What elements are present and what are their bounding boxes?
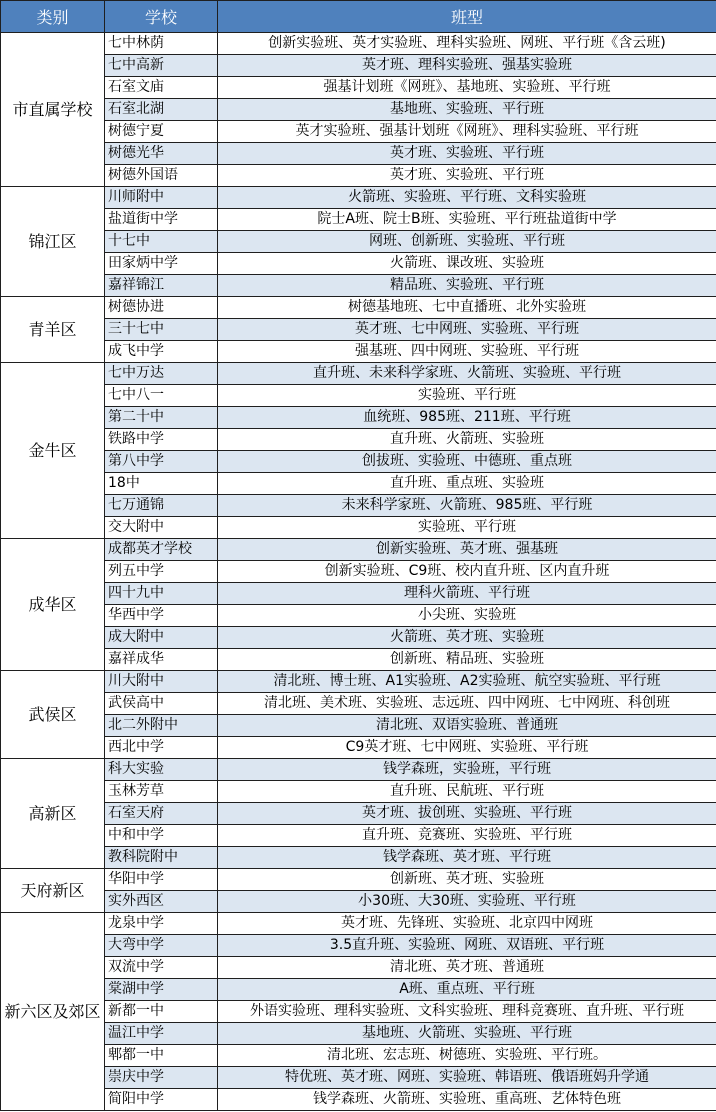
header-classes: 班型 (218, 1, 716, 33)
table-row (1, 517, 716, 539)
classes-cell: 清北班、双语实验班、普通班 (218, 715, 716, 737)
classes-cell: 创新实验班、英才实验班、理科实验班、网班、平行班《含云班) (218, 33, 716, 55)
school-cell: 石室文庙 (105, 77, 218, 99)
classes-cell: 外语实验班、理科实验班、文科实验班、理科竞赛班、直升班、平行班 (218, 1001, 716, 1023)
school-cell: 棠湖中学 (105, 979, 218, 1001)
school-cell: 川大附中 (105, 671, 218, 693)
school-cell: 石室天府 (105, 803, 218, 825)
school-cell: 成都英才学校 (105, 539, 218, 561)
school-cell: 成大附中 (105, 627, 218, 649)
category-cell: 高新区 (1, 759, 105, 869)
table-row (1, 341, 716, 363)
classes-cell: 钱学森班，实验班，平行班 (218, 759, 716, 781)
school-cell: 新都一中 (105, 1001, 218, 1023)
classes-cell: 精品班、实验班、平行班 (218, 275, 716, 297)
table-row (1, 605, 716, 627)
table-row (1, 715, 716, 737)
classes-cell: 理科火箭班、平行班 (218, 583, 716, 605)
table-row (1, 121, 716, 143)
school-cell: 科大实验 (105, 759, 218, 781)
school-cell: 龙泉中学 (105, 913, 218, 935)
classes-cell: 英才班、实验班、平行班 (218, 165, 716, 187)
table-row (1, 209, 716, 231)
school-cell: 树德宁夏 (105, 121, 218, 143)
classes-cell: 基地班、实验班、平行班 (218, 99, 716, 121)
school-cell: 华阳中学 (105, 869, 218, 891)
school-cell: 交大附中 (105, 517, 218, 539)
classes-cell: 3.5直升班、实验班、网班、双语班、平行班 (218, 935, 716, 957)
table-row (1, 187, 716, 209)
table-body (1, 33, 716, 1111)
category-cell: 市直属学校 (1, 33, 105, 187)
school-cell: 第八中学 (105, 451, 218, 473)
table-row (1, 649, 716, 671)
table-row (1, 847, 716, 869)
table-row (1, 407, 716, 429)
category-cell: 武侯区 (1, 671, 105, 759)
table-row (1, 1023, 716, 1045)
classes-cell: 小尖班、实验班 (218, 605, 716, 627)
school-cell: 四十九中 (105, 583, 218, 605)
school-cell: 七中八一 (105, 385, 218, 407)
classes-cell: 英才班、理科实验班、强基实验班 (218, 55, 716, 77)
school-cell: 盐道街中学 (105, 209, 218, 231)
table-row (1, 363, 716, 385)
classes-cell: 创新班、精品班、实验班 (218, 649, 716, 671)
school-cell: 温江中学 (105, 1023, 218, 1045)
table-row (1, 99, 716, 121)
school-cell: 大弯中学 (105, 935, 218, 957)
table-row (1, 803, 716, 825)
classes-cell: 直升班、火箭班、实验班 (218, 429, 716, 451)
school-cell: 树德协进 (105, 297, 218, 319)
classes-cell: 火箭班、英才班、实验班 (218, 627, 716, 649)
table-row (1, 1045, 716, 1067)
school-cell: 三十七中 (105, 319, 218, 341)
category-cell: 成华区 (1, 539, 105, 671)
table-row (1, 495, 716, 517)
category-cell: 青羊区 (1, 297, 105, 363)
classes-cell: 英才实验班、强基计划班《网班》、理科实验班、平行班 (218, 121, 716, 143)
table-row (1, 583, 716, 605)
classes-cell: 创新实验班、英才班、强基班 (218, 539, 716, 561)
school-cell: 双流中学 (105, 957, 218, 979)
table-row (1, 1089, 716, 1111)
school-cell: 七中高新 (105, 55, 218, 77)
school-cell: 树德光华 (105, 143, 218, 165)
classes-cell: 直升班、未来科学家班、火箭班、实验班、平行班 (218, 363, 716, 385)
table-row (1, 473, 716, 495)
table-row (1, 979, 716, 1001)
table-row (1, 781, 716, 803)
table-row (1, 935, 716, 957)
classes-cell: 直升班、竞赛班、实验班、平行班 (218, 825, 716, 847)
school-cell: 列五中学 (105, 561, 218, 583)
classes-cell: 英才班、拔创班、实验班、平行班 (218, 803, 716, 825)
classes-cell: 院士A班、院士B班、实验班、平行班盐道街中学 (218, 209, 716, 231)
classes-cell: 网班、创新班、实验班、平行班 (218, 231, 716, 253)
school-cell: 教科院附中 (105, 847, 218, 869)
classes-cell: 强基班、四中网班、实验班、平行班 (218, 341, 716, 363)
table-row (1, 385, 716, 407)
classes-cell: 实验班、平行班 (218, 385, 716, 407)
table-row (1, 539, 716, 561)
table-row (1, 561, 716, 583)
classes-cell: 血统班、985班、211班、平行班 (218, 407, 716, 429)
table-row (1, 693, 716, 715)
table-row (1, 77, 716, 99)
classes-cell: 清北班、博士班、A1实验班、A2实验班、航空实验班、平行班 (218, 671, 716, 693)
classes-cell: 特优班、英才班、网班、实验班、韩语班、俄语班妈升学通 (218, 1067, 716, 1089)
classes-cell: 清北班、美术班、实验班、志远班、四中网班、七中网班、科创班 (218, 693, 716, 715)
school-cell: 川师附中 (105, 187, 218, 209)
classes-cell: 火箭班、课改班、实验班 (218, 253, 716, 275)
table-row (1, 737, 716, 759)
table-row (1, 671, 716, 693)
classes-cell: 小30班、大30班、实验班、平行班 (218, 891, 716, 913)
table-row (1, 297, 716, 319)
classes-cell: 实验班、平行班 (218, 517, 716, 539)
category-cell: 锦江区 (1, 187, 105, 297)
table-row (1, 891, 716, 913)
school-cell: 嘉祥成华 (105, 649, 218, 671)
category-cell: 天府新区 (1, 869, 105, 913)
classes-cell: 直升班、民航班、平行班 (218, 781, 716, 803)
classes-cell: 直升班、重点班、实验班 (218, 473, 716, 495)
school-cell: 简阳中学 (105, 1089, 218, 1111)
school-cell: 实外西区 (105, 891, 218, 913)
category-cell: 金牛区 (1, 363, 105, 539)
table-row (1, 429, 716, 451)
school-cell: 石室北湖 (105, 99, 218, 121)
table-row (1, 825, 716, 847)
classes-cell: 树德基地班、七中直播班、北外实验班 (218, 297, 716, 319)
school-cell: 铁路中学 (105, 429, 218, 451)
classes-cell: 清北班、宏志班、树德班、实验班、平行班。 (218, 1045, 716, 1067)
school-cell: 华西中学 (105, 605, 218, 627)
school-cell: 树德外国语 (105, 165, 218, 187)
table-row (1, 143, 716, 165)
header-row (1, 1, 716, 33)
classes-cell: 清北班、英才班、普通班 (218, 957, 716, 979)
school-cell: 西北中学 (105, 737, 218, 759)
school-cell: 七万通锦 (105, 495, 218, 517)
table-row (1, 759, 716, 781)
table-row (1, 55, 716, 77)
school-cell: 七中林荫 (105, 33, 218, 55)
classes-cell: 英才班、先锋班、实验班、北京四中网班 (218, 913, 716, 935)
classes-cell: 钱学森班、火箭班、实验班、重高班、艺体特色班 (218, 1089, 716, 1111)
category-cell: 新六区及郊区 (1, 913, 105, 1111)
school-cell: 第二十中 (105, 407, 218, 429)
table-row (1, 165, 716, 187)
table-row (1, 1067, 716, 1089)
classes-cell: 强基计划班《网班》、基地班、实验班、平行班 (218, 77, 716, 99)
header-category: 类别 (1, 1, 105, 33)
classes-cell: 创拔班、实验班、中德班、重点班 (218, 451, 716, 473)
classes-cell: 英才班、七中网班、实验班、平行班 (218, 319, 716, 341)
table-row (1, 231, 716, 253)
table-row (1, 869, 716, 891)
table-row (1, 451, 716, 473)
header-school: 学校 (105, 1, 218, 33)
school-cell: 18中 (105, 473, 218, 495)
classes-cell: A班、重点班、平行班 (218, 979, 716, 1001)
classes-cell: 钱学森班、英才班、平行班 (218, 847, 716, 869)
school-cell: 成飞中学 (105, 341, 218, 363)
table-row (1, 275, 716, 297)
school-cell: 七中万达 (105, 363, 218, 385)
table-row (1, 913, 716, 935)
table-row (1, 33, 716, 55)
table-row (1, 627, 716, 649)
classes-cell: 创新实验班、C9班、校内直升班、区内直升班 (218, 561, 716, 583)
school-cell: 嘉祥锦江 (105, 275, 218, 297)
table-row (1, 319, 716, 341)
classes-cell: 英才班、实验班、平行班 (218, 143, 716, 165)
classes-cell: 创新班、英才班、实验班 (218, 869, 716, 891)
school-cell: 田家炳中学 (105, 253, 218, 275)
classes-cell: 基地班、火箭班、实验班、平行班 (218, 1023, 716, 1045)
classes-cell: 火箭班、实验班、平行班、文科实验班 (218, 187, 716, 209)
table-row (1, 957, 716, 979)
classes-cell: 未来科学家班、火箭班、985班、平行班 (218, 495, 716, 517)
table-row (1, 1001, 716, 1023)
school-cell: 郫都一中 (105, 1045, 218, 1067)
school-cell: 十七中 (105, 231, 218, 253)
school-cell: 玉林芳草 (105, 781, 218, 803)
school-cell: 中和中学 (105, 825, 218, 847)
school-cell: 崇庆中学 (105, 1067, 218, 1089)
school-cell: 武侯高中 (105, 693, 218, 715)
school-cell: 北二外附中 (105, 715, 218, 737)
table-row (1, 253, 716, 275)
classes-cell: C9英才班、七中网班、实验班、平行班 (218, 737, 716, 759)
